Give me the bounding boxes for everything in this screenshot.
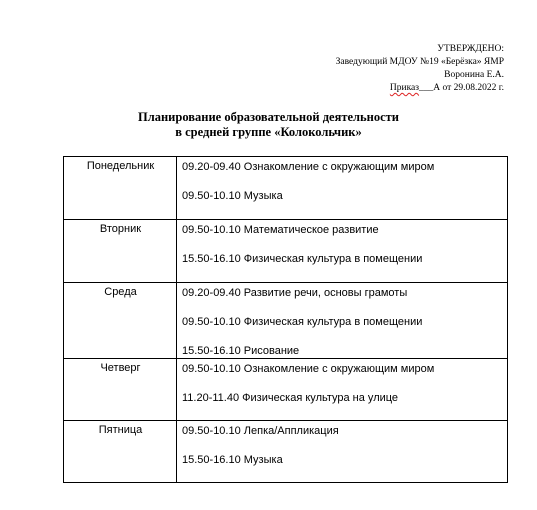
day-cell: Среда xyxy=(64,283,177,359)
lessons-cell xyxy=(177,220,508,283)
day-cell: Четверг xyxy=(64,359,177,421)
document-title xyxy=(0,110,537,140)
lesson-entry: 09.50-10.10 Лепка/Аппликация xyxy=(182,425,339,437)
lesson-entry: 09.50-10.10 Физическая культура в помещении xyxy=(182,316,423,328)
title-line-2: в средней группе «Колокольчик» xyxy=(175,125,362,139)
lesson-entry: 09.20-09.40 Развитие речи, основы грамоты xyxy=(182,287,408,299)
lesson-entry: 09.50-10.10 Музыка xyxy=(182,190,283,202)
approval-order xyxy=(244,82,504,95)
table-row xyxy=(64,220,508,283)
lessons-cell xyxy=(177,359,508,421)
title-line-1: Планирование образовательной деятельности xyxy=(137,110,399,124)
approval-block xyxy=(244,43,504,95)
table-row xyxy=(64,359,508,421)
lesson-entry: 11.20-11.40 Физическая культура на улице xyxy=(182,392,399,404)
day-cell: Вторник xyxy=(64,220,177,283)
table-row xyxy=(64,157,508,220)
lesson-entry: 09.50-10.10 Математическое развитие xyxy=(182,224,379,236)
lesson-entry: 09.20-09.40 Ознакомление с окружающим миром xyxy=(182,161,435,173)
order-details: ___А от 29.08.2022 г. xyxy=(419,83,504,93)
day-cell: Понедельник xyxy=(64,157,177,220)
lesson-entry: 15.50-16.10 Рисование xyxy=(182,345,300,357)
order-word: Приказ xyxy=(389,83,420,93)
table-row xyxy=(64,421,508,483)
lesson-entry: 15.50-16.10 Музыка xyxy=(182,454,283,466)
day-cell: Пятница xyxy=(64,421,177,483)
table-row xyxy=(64,283,508,359)
lessons-cell xyxy=(177,157,508,220)
approval-position: Заведующий МДОУ №19 «Берёзка» ЯМР xyxy=(335,57,504,67)
lessons-cell xyxy=(177,421,508,483)
lessons-cell xyxy=(177,283,508,359)
approval-name: Воронина Е.А. xyxy=(444,70,504,80)
lesson-entry: 09.50-10.10 Ознакомление с окружающим миром xyxy=(182,363,435,375)
schedule-table xyxy=(63,156,508,483)
lesson-entry: 15.50-16.10 Физическая культура в помещении xyxy=(182,253,423,265)
approval-heading: УТВЕРЖДЕНО: xyxy=(437,44,504,54)
